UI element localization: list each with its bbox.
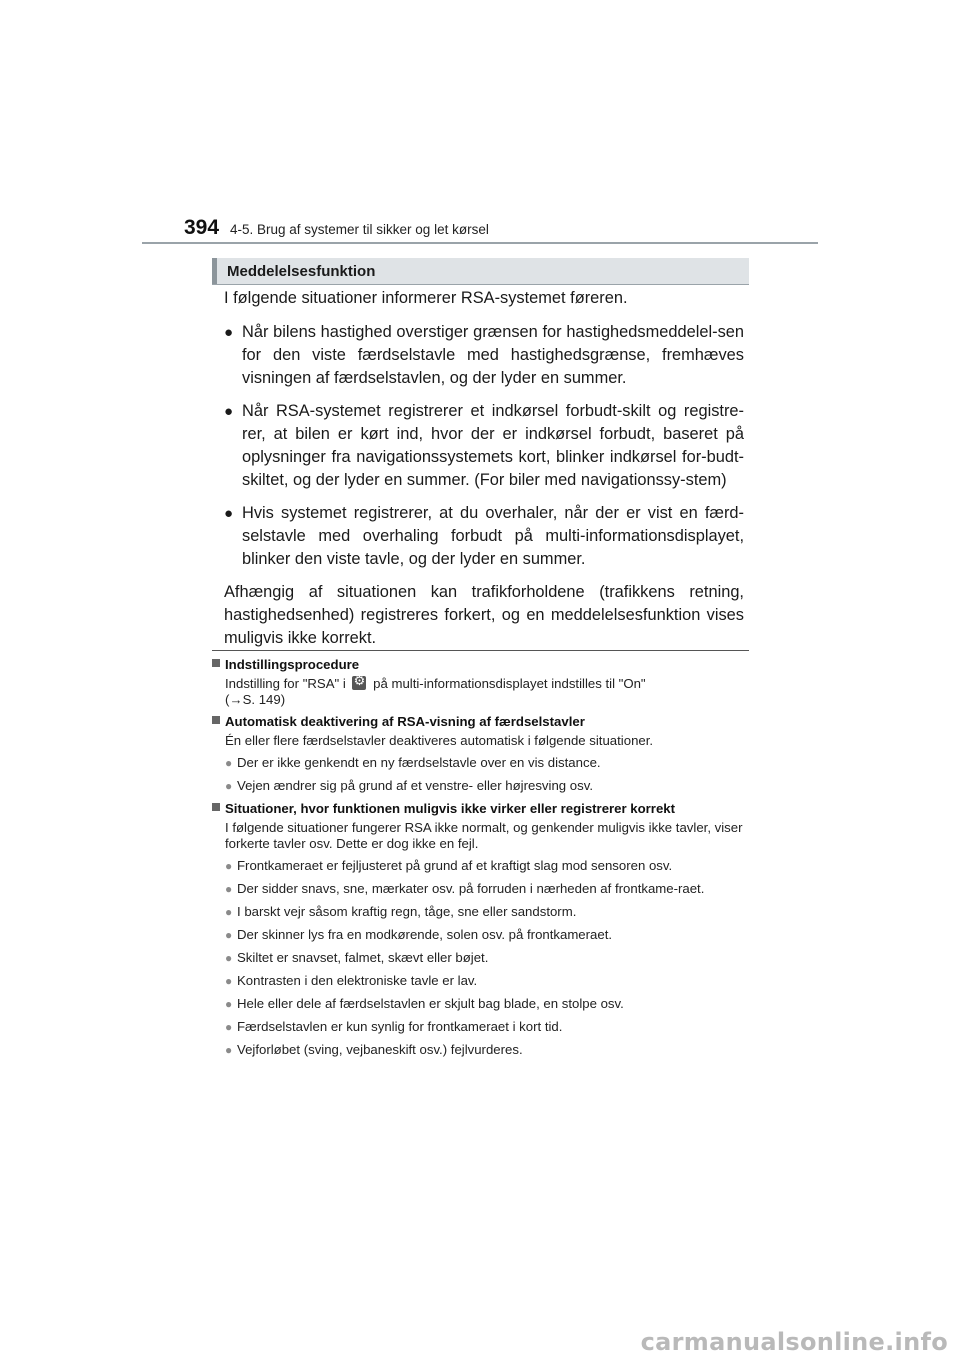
notes — [212, 657, 749, 1065]
list-item-text: Hele eller dele af færdselstavlen er skjult bag blade, en stolpe osv. — [237, 996, 624, 1011]
square-bullet-icon — [212, 659, 220, 667]
bullet-icon: ● — [224, 505, 234, 522]
note-list — [212, 755, 749, 794]
list-item-text: Der skinner lys fra en modkørende, solen osv. på frontkameraet. — [237, 927, 613, 942]
bullet-icon: ● — [225, 779, 233, 793]
list-item — [225, 778, 749, 794]
bullet-icon: ● — [225, 997, 233, 1011]
notes-divider — [212, 650, 749, 651]
note-heading-text: Indstillingsprocedure — [225, 657, 360, 672]
list-item — [225, 904, 749, 920]
bullet-icon: ● — [225, 928, 233, 942]
note-heading — [212, 714, 749, 730]
bullet-icon: ● — [225, 951, 233, 965]
bullet-icon: ● — [224, 324, 234, 341]
list-item-text: Frontkameraet er fejljusteret på grund af et kraftigt slag mod sensoren osv. — [237, 858, 673, 873]
list-item-text: Der sidder snavs, sne, mærkater osv. på forruden i nærheden af frontkame-raet. — [237, 881, 705, 896]
list-item — [225, 1042, 749, 1058]
square-bullet-icon — [212, 803, 220, 811]
note-list — [212, 858, 749, 1058]
bullet-icon: ● — [225, 905, 233, 919]
closing-paragraph: Afhængig af situationen kan trafikforholdene (trafikkens retning, hastighedsenhed) registreres forkert, og en meddelelsesfunktion vises muligvis ikke korrekt. — [224, 583, 744, 647]
list-item-text: Når bilens hastighed overstiger grænsen for hastighedsmeddelel-sen for den viste færdselstavle med hastighedsgrænse, fremhæves visningen af færdselstavlen, og der lyder en summer. — [242, 323, 744, 387]
note-text-part: Indstilling for "RSA" i — [225, 676, 346, 691]
note-text: Én eller flere færdselstavler deaktiveres automatisk i følgende situationer. — [225, 733, 654, 748]
intro-paragraph: I følgende situationer informerer RSA-systemet føreren. — [224, 289, 628, 307]
page-number: 394 — [184, 216, 220, 239]
list-item — [225, 881, 749, 897]
note-text: I følgende situationer fungerer RSA ikke normalt, og genkender muligvis ikke tavler, viser forkerte tavler osv. Dette er dog ikke en fejl. — [225, 820, 743, 851]
note-malfunction — [212, 801, 749, 1058]
list-item — [224, 321, 744, 390]
list-item — [224, 400, 744, 492]
list-item — [225, 927, 749, 943]
note-settings — [212, 657, 749, 708]
note-heading — [212, 801, 749, 817]
bullet-icon: ● — [225, 974, 233, 988]
list-item-text: Kontrasten i den elektroniske tavle er lav. — [237, 973, 478, 988]
watermark: carmanualsonline.info — [640, 1328, 948, 1356]
square-bullet-icon — [212, 716, 220, 724]
section-title: Meddelelsesfunktion — [227, 262, 376, 280]
note-text — [212, 676, 749, 708]
bullet-icon: ● — [224, 403, 234, 420]
list-item — [225, 950, 749, 966]
list-item-text: Vejforløbet (sving, vejbaneskift osv.) fejlvurderes. — [237, 1042, 523, 1057]
list-item-text: Hvis systemet registrerer, at du overhaler, når der er vist en færd-selstavle med overhaling forbudt på multi-informationsdisplayet, blinker den viste tavle, og der lyder en summer. — [242, 504, 744, 568]
bullet-icon: ● — [225, 882, 233, 896]
list-item-text: Når RSA-systemet registrerer et indkørsel forbudt-skilt og registre-rer, at bilen er kørt ind, hvor der er indkørsel forbudt, baseret på oplysninger fra navigationssystemets kort, blinker indkørsel for-budt-skiltet, og der lyder en summer. (For biler med navigationssy-stem) — [242, 402, 744, 489]
list-item-text: I barskt vejr såsom kraftig regn, tåge, sne eller sandstorm. — [237, 904, 577, 919]
bullet-icon: ● — [225, 1020, 233, 1034]
note-heading-text: Situationer, hvor funktionen muligvis ikke virker eller registrerer korrekt — [225, 801, 676, 816]
bullet-icon: ● — [225, 859, 233, 873]
list-item — [225, 1019, 749, 1035]
list-item — [224, 502, 744, 571]
list-item — [225, 858, 749, 874]
list-item-text: Færdselstavlen er kun synlig for frontkameraet i kort tid. — [237, 1019, 563, 1034]
list-item — [225, 755, 749, 771]
section-heading-bar — [212, 258, 217, 284]
bullet-list — [224, 321, 744, 571]
note-text-part: på multi-informationsdisplayet indstilles til "On" — [373, 676, 646, 691]
gear-icon — [352, 676, 366, 690]
list-item — [225, 973, 749, 989]
header-rule — [142, 242, 818, 244]
running-head: 4-5. Brug af systemer til sikker og let kørsel — [230, 222, 489, 237]
note-heading — [212, 657, 749, 673]
bullet-icon: ● — [225, 756, 233, 770]
section-heading — [212, 258, 749, 285]
list-item-text: Vejen ændrer sig på grund af et venstre- eller højresving osv. — [237, 778, 593, 793]
list-item-text: Skiltet er snavset, falmet, skævt eller bøjet. — [237, 950, 489, 965]
page-reference: (→S. 149) — [225, 692, 286, 707]
bullet-icon: ● — [225, 1043, 233, 1057]
main-content — [224, 287, 744, 661]
note-heading-text: Automatisk deaktivering af RSA-visning af færdselstavler — [225, 714, 585, 729]
list-item-text: Der er ikke genkendt en ny færdselstavle over en vis distance. — [237, 755, 601, 770]
list-item — [225, 996, 749, 1012]
note-auto-deactivation — [212, 714, 749, 794]
